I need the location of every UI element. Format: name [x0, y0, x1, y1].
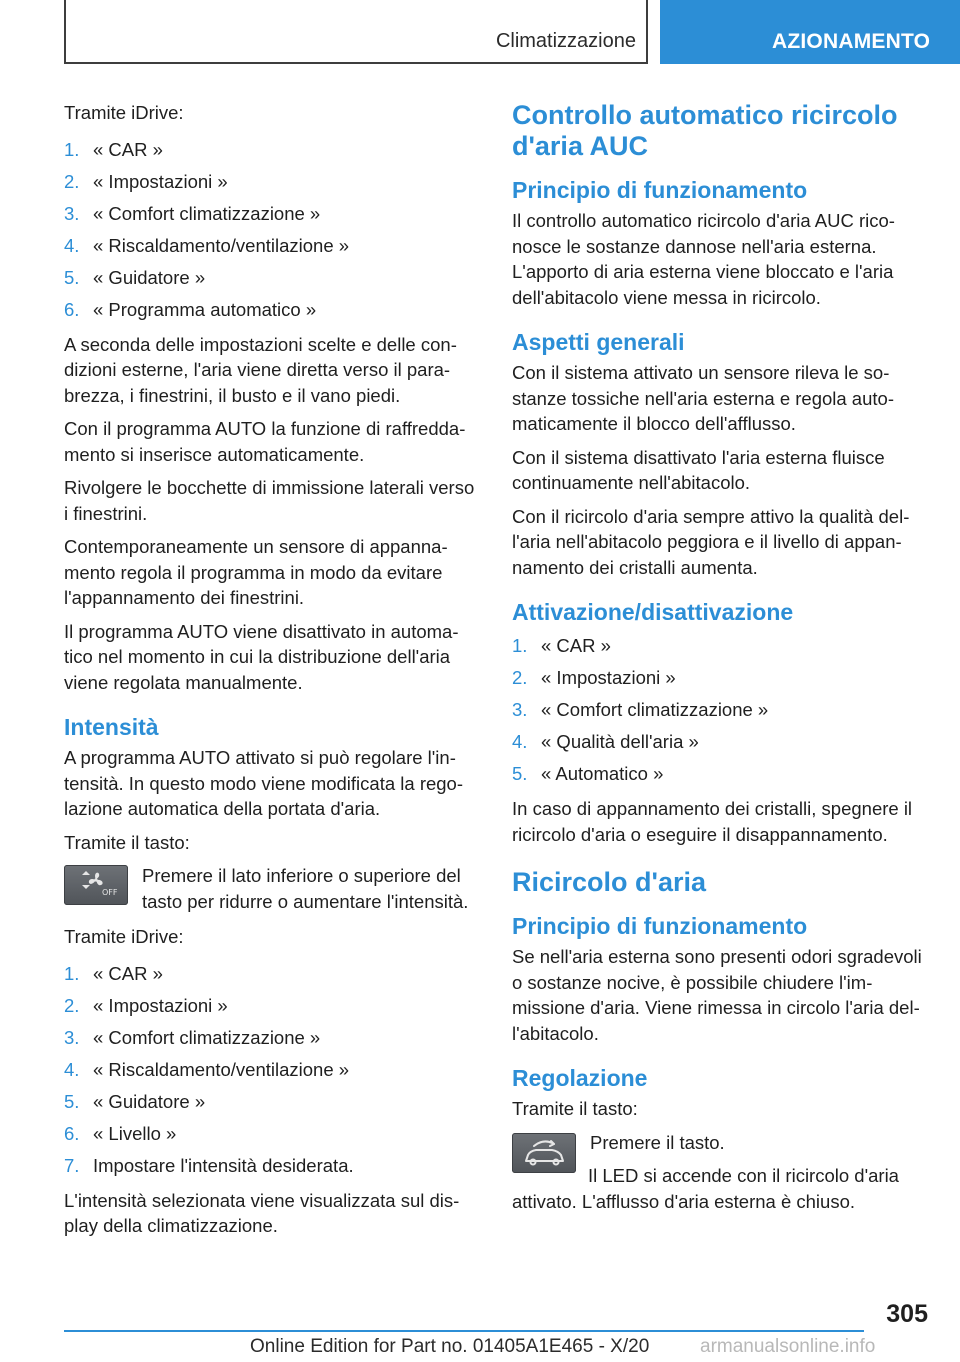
edition-note: Online Edition for Part no. 01405A1E465 - X/20: [250, 1336, 650, 1357]
paragraph: Tramite il tasto:: [64, 831, 190, 853]
paragraph: Con il sistema attivato un sensore rileva le sostanze tossiche nell'aria esterna e regola automaticamente il blocco dell'afflusso.: [512, 362, 894, 434]
paragraph: L'intensità selezionata viene visualizzata sul display della climatizzazione.: [64, 1189, 460, 1236]
intensity-heading: Intensità: [64, 714, 159, 740]
press-button-text: Premere il tasto.: [590, 1131, 725, 1153]
idrive-intro: Tramite iDrive:: [64, 102, 184, 123]
fan-button-instruction: [64, 863, 476, 914]
steps-list-2: [64, 958, 476, 1182]
list-item: 2. « Impostazioni »: [64, 994, 228, 1016]
principle-heading: Principio di funzionamento: [512, 177, 808, 203]
list-item: 1. « CAR »: [512, 635, 611, 656]
button-instruction-text: Premere il lato inferiore o superiore del tasto per ridurre o aumentare l'intensità.: [142, 865, 469, 912]
section-title: Climatizzazione: [495, 30, 636, 52]
paragraph: A programma AUTO attivato si può regolare l'intensità. In questo modo viene modificata la regolazione automatica della portata d'aria.: [64, 747, 464, 819]
paragraph: Il controllo automatico ricircolo d'aria AUC riconosce le sostanze dannose nell'aria esterna. L'apporto di aria esterna viene bloccato e l'aria dell'abitacolo viene messa in ricircolo.: [512, 210, 895, 308]
list-item: 6. « Livello »: [64, 1122, 177, 1144]
list-item: 2. « Impostazioni »: [512, 667, 676, 688]
footer-divider: [64, 1330, 864, 1332]
regulation-heading: Regolazione: [512, 1065, 648, 1091]
paragraph: In caso di appannamento dei cristalli, spegnere il ricircolo d'aria o eseguire il disappannamento.: [512, 798, 913, 845]
list-item: 5. « Guidatore »: [64, 1090, 206, 1112]
watermark: armanualsonline.info: [700, 1336, 876, 1357]
fan-intensity-button-icon: [64, 865, 128, 905]
list-item: 5. « Automatico »: [512, 763, 664, 784]
header-frame: [64, 0, 648, 64]
list-item: 3. « Comfort climatizzazione »: [64, 202, 321, 224]
auc-title: Controllo automatico ricircolo d'aria AUC: [512, 100, 898, 161]
activation-heading: Attivazione/disattivazione: [512, 599, 794, 625]
fan-off-label: OFF: [102, 888, 118, 897]
recirc-principle-heading: Principio di funzionamento: [512, 913, 808, 939]
steps-list-1: [64, 134, 476, 326]
paragraph: Tramite il tasto:: [512, 1098, 638, 1119]
list-item: 2. « Impostazioni »: [64, 170, 228, 192]
general-heading: Aspetti generali: [512, 329, 685, 355]
recirculation-title: Ricircolo d'aria: [512, 867, 706, 897]
list-item: 4. « Riscaldamento/ventilazione »: [64, 1058, 350, 1080]
list-item: 4. « Riscaldamento/ventilazione »: [64, 234, 350, 256]
recirculation-button-icon: [512, 1133, 576, 1173]
paragraph: Il programma AUTO viene disattivato in automatico nel momento in cui la distribuzione dell'aria viene regolata manualmente.: [64, 620, 459, 693]
paragraph: Contemporaneamente un sensore di appannamento regola il programma in modo da evitare l'appannamento dei finestrini.: [64, 536, 448, 608]
list-item: 3. « Comfort climatizzazione »: [64, 1026, 321, 1048]
paragraph: Con il sistema disattivato l'aria esterna fluisce continuamente nell'abitacolo.: [512, 446, 885, 493]
right-column: [512, 100, 924, 1222]
left-column: [64, 100, 476, 1247]
activation-steps: [512, 630, 924, 790]
page-number: 305: [886, 1300, 928, 1328]
list-item: 6. « Programma automatico »: [64, 298, 317, 320]
idrive-intro: Tramite iDrive:: [64, 926, 184, 947]
paragraph: A seconda delle impostazioni scelte e delle condizioni esterne, l'aria viene diretta verso il parabrezza, i finestrini, il busto e il vano piedi.: [64, 333, 457, 406]
list-item: 4. « Qualità dell'aria »: [512, 731, 699, 752]
chapter-tab: AZIONAMENTO: [660, 0, 960, 64]
list-item: 5. « Guidatore »: [64, 266, 206, 288]
recirc-button-instruction: [512, 1130, 924, 1156]
page-header: [0, 0, 960, 66]
paragraph: Se nell'aria esterna sono presenti odori sgradevoli o sostanze nocive, è possibile chiudere l'immissione d'aria. Viene rimessa in circolo l'aria dell'abitacolo.: [512, 946, 922, 1044]
list-item: 7. Impostare l'intensità desiderata.: [64, 1154, 354, 1176]
list-item: 3. « Comfort climatizzazione »: [512, 699, 769, 720]
list-item: 1. « CAR »: [64, 138, 163, 160]
paragraph: Con il programma AUTO la funzione di raffreddamento si inserisce automaticamente.: [64, 418, 466, 465]
paragraph: Rivolgere le bocchette di immissione laterali verso i finestrini.: [64, 477, 475, 524]
led-text: Il LED si accende con il ricircolo d'aria attivato. L'afflusso d'aria esterna è chiuso.: [512, 1165, 899, 1212]
list-item: 1. « CAR »: [64, 962, 163, 984]
paragraph: Con il ricircolo d'aria sempre attivo la qualità dell'aria nell'abitacolo peggiora e il livello di appannamento dei cristalli aumenta.: [512, 505, 910, 578]
